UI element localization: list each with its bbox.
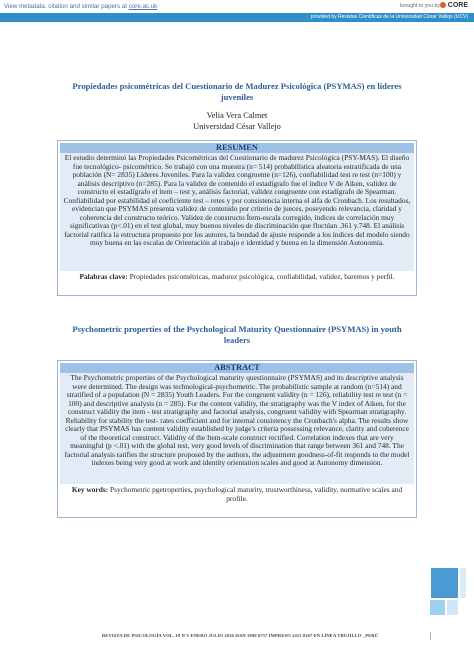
core-link-site[interactable]: core.ac.uk xyxy=(128,3,158,10)
decorative-square-medium xyxy=(430,600,445,615)
paper-title-en: Psychometric properties of the Psychological Maturity Questionnaire (PSYMAS) in youth leaders xyxy=(72,324,402,345)
abstract-heading: ABSTRACT xyxy=(60,363,414,373)
author-name: Velia Vera Calmet xyxy=(206,111,268,120)
core-link-prefix: View metadata, citation and similar papers at xyxy=(4,3,129,10)
provided-by-banner xyxy=(0,13,474,22)
author-affiliation: Universidad César Vallejo xyxy=(193,121,281,131)
abstract-keywords-text: Psychometric pgetroperties, psychological maturity, trustworthiness, validity, normative scales and profile. xyxy=(110,485,403,503)
footer-divider xyxy=(430,632,431,640)
abstract-body: The Psychometric properties of the Psychological maturity questionnaire (PSYMAS) and its descriptive analysis were determined. The design was technological-psychometric. The probabilistic sample at random (n=514) and stratified of a population (N = 2835) Youth Leaders. For the congruent validity (n = 126), reliability test re test (n = 100) and descriptive analysis (n = 285). For the content validity, the stratigraphy was the V index of Aiken, for the construct validity the item - test stratigraphy and factorial analysis, congruent validity with Spearman stratigraphy. Reliability for stability the test- rates coefficient and for internal consistency the Cronbach's alpha. The results show clearly that PSYMAS has content validity established by judge's criteria possessing relevance, clarity and coherence of the theoretical construct. Validity of the Item-scale construct rectified. Correlation indexes that are very meaningful (p <.01) with the global test, very good levels of discrimination that range between 361 and 748. The factorial analysis ratifies the structure proposed by the authors, the adjustment goodness-of-fit responds to the model indexes being very good at work and identity orientation scales and good at Autonomy dimension. xyxy=(60,373,414,484)
decorative-square-dark xyxy=(431,568,458,598)
resumen-keywords-text: Propiedades psicométricas, madurez psicológica, confiabilidad, validez, baremos y perfil. xyxy=(129,272,395,281)
author-block xyxy=(60,111,414,132)
core-logo-icon xyxy=(440,2,446,8)
decorative-strip-pale xyxy=(460,568,466,598)
decorative-square-light xyxy=(447,600,458,615)
core-logo-text: CORE xyxy=(447,2,468,9)
resumen-keywords xyxy=(60,273,414,282)
resumen-keywords-label: Palabras clave: xyxy=(79,272,128,281)
resumen-heading: RESUMEN xyxy=(60,143,414,153)
core-metadata-link[interactable] xyxy=(4,3,157,10)
resumen-body: El estudio determinó las Propiedades Psicométricas del Cuestionario de madurez Psicológica (PSY-MAS). El diseño fue tecnológico- psicométrico. Se trabajó con una muestra (n= 514) probabilística aleatoria estratificada de una población (N= 2835) Líderes Juveniles. Para la validez congruente (n=126), confiabilidad test re test (n=100) y análisis descriptivo (n=285). Para la validez de contenido el estadígrafo fue el índice V de Aiken, validez de constructo el estadígrafo el ítem – test y, análisis factorial, validez congruente con estadígrafo de Spearman. Confiabilidad por estabilidad el coeficiente test – retes y por consistencia interna el alfa de Cronbach. Los resultados, evidencian que PSYMAS presenta validez de contenido por criterio de jueces, poseyendo relevancia, claridad y coherencia del constructo teórico. Validez de constructo Ítem-escala corregido, índices de correlación muy significativas (p<.01) en el test global, muy buenos niveles de discriminación que fluctúan .361 y.748. El análisis factorial ratifica la estructura propuesto por los autores, la bondad de ajuste responde a los índices del modelo siendo muy buena en las escalas de Orientación al trabajo e identidad y buena en la dimensión Autonomía. xyxy=(60,153,414,271)
brought-to-you-text: brought to you by xyxy=(399,3,440,9)
journal-footer: REVISTA DE PSICOLOGÍA VOL. 18 N°1 ENERO JULIO 2016 ISSN 1990 6757 IMPRESO 2411 0167 EN LÍNEA TRUJILLO _PERÚ xyxy=(101,633,379,638)
abstract-keywords-label: Key words: xyxy=(71,485,109,494)
resumen-box xyxy=(57,140,417,296)
provided-by-link[interactable]: provided by Revistas Científicas de la Universidad César Vallejo (UCV) xyxy=(310,14,468,20)
core-banner xyxy=(0,0,474,13)
core-logo[interactable] xyxy=(440,2,468,9)
abstract-keywords xyxy=(60,486,414,503)
paper-title-es: Propiedades psicométricas del Cuestionario de Madurez Psicológica (PSYMAS) en líderes juveniles xyxy=(72,81,402,102)
abstract-box xyxy=(57,360,417,518)
